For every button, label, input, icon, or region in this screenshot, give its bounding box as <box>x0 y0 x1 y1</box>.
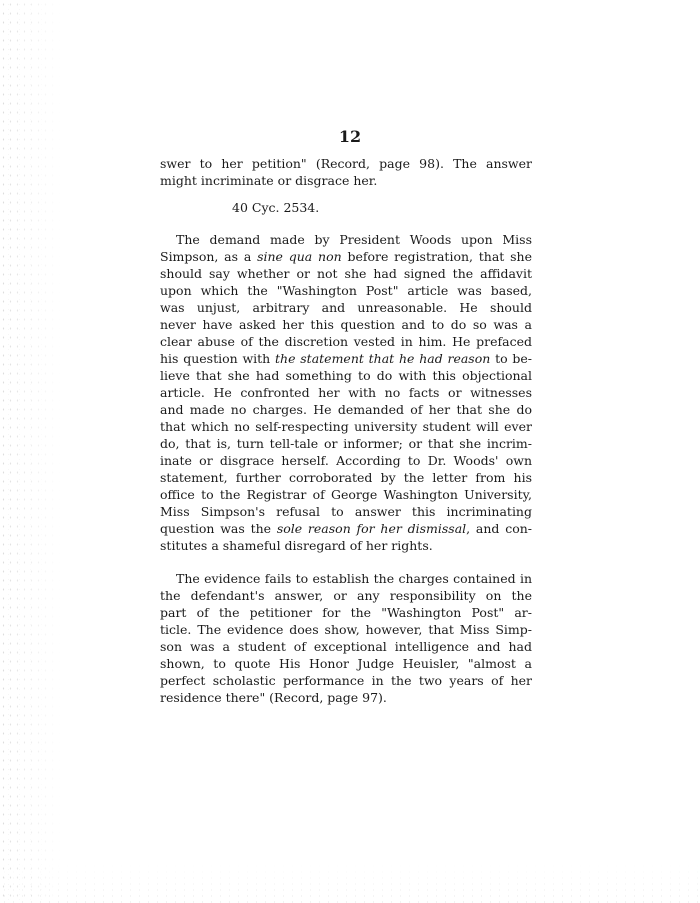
text-line: and made no charges. He demanded of her that she do <box>160 402 532 417</box>
text-line: clear abuse of the discretion vested in him. He prefaced <box>160 334 532 349</box>
text-line: statement, further corroborated by the letter from his <box>160 470 532 485</box>
text-line: article. He confronted her with no facts or witnesses <box>160 385 532 400</box>
text-line: question was the sole reason for her dismissal, and con- <box>160 521 532 536</box>
text-line: should say whether or not she had signed the affidavit <box>160 266 532 281</box>
text-line: might incriminate or disgrace her. <box>160 173 378 188</box>
text-line: lieve that she had something to do with this objectional <box>160 368 532 383</box>
text-line: do, that is, turn tell-tale or informer; or that she incrim- <box>160 436 532 451</box>
text-line: inate or disgrace herself. According to Dr. Woods' own <box>160 453 532 468</box>
text-line: part of the petitioner for the "Washington Post" ar- <box>160 605 532 620</box>
paragraph-evidence <box>160 570 532 706</box>
scan-noise-bottom <box>0 863 700 903</box>
text-line: that which no self-respecting university student will ever <box>160 419 532 434</box>
text-line: office to the Registrar of George Washington University, <box>160 487 532 502</box>
text-line: residence there" (Record, page 97). <box>160 690 387 705</box>
text-line: stitutes a shameful disregard of her rights. <box>160 538 433 553</box>
italic-phrase: the statement that he had reason <box>275 351 491 366</box>
paragraph-continuation <box>160 155 532 189</box>
text-line: Miss Simpson's refusal to answer this incriminating <box>160 504 532 519</box>
paragraph-demand <box>160 231 532 554</box>
italic-phrase: sine qua non <box>257 249 342 264</box>
text-line: the defendant's answer, or any responsibility on the <box>160 588 532 603</box>
page-number: 12 <box>338 127 362 146</box>
text-line: ticle. The evidence does show, however, that Miss Simp- <box>160 622 532 637</box>
italic-phrase: sole reason for her dismissal <box>276 521 467 536</box>
text-line: The evidence fails to establish the charges contained in <box>176 571 532 586</box>
text-line: Simpson, as a sine qua non before registration, that she <box>160 249 532 264</box>
text-line: The demand made by President Woods upon Miss <box>176 232 532 247</box>
text-line: shown, to quote His Honor Judge Heuisler, "almost a <box>160 656 532 671</box>
text-line: swer to her petition" (Record, page 98). The answer <box>160 156 532 171</box>
text-line: perfect scholastic performance in the two years of her <box>160 673 532 688</box>
text-line: upon which the "Washington Post" article was based, <box>160 283 532 298</box>
citation: 40 Cyc. 2534. <box>232 200 320 215</box>
text-line: his question with the statement that he had reason to be- <box>160 351 533 366</box>
text-line: son was a student of exceptional intelligence and had <box>160 639 532 654</box>
text-line: never have asked her this question and to do so was a <box>160 317 532 332</box>
text-line: was unjust, arbitrary and unreasonable. He should <box>160 300 532 315</box>
